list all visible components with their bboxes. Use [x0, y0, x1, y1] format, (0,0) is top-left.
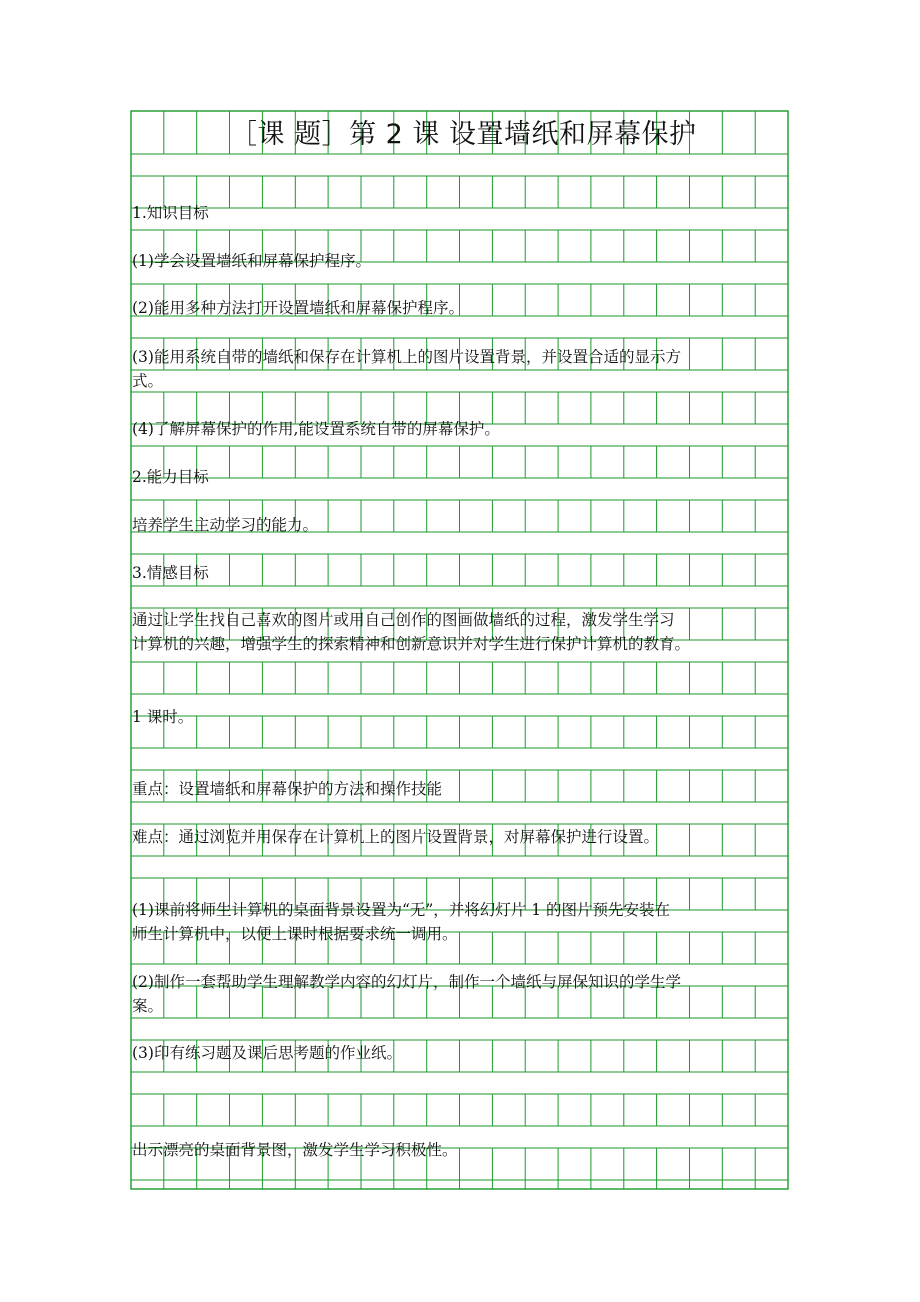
text-line: 1.知识目标 — [132, 204, 209, 222]
text-line: (3)能用系统自带的墙纸和保存在计算机上的图片设置背景，并设置合适的显示方 — [132, 348, 681, 366]
text-line: (4)了解屏幕保护的作用,能设置系统自带的屏幕保护。 — [132, 420, 500, 438]
text-line: 师生计算机中，以便上课时根据要求统一调用。 — [132, 925, 458, 943]
knowledge-objective-2 — [132, 298, 792, 318]
knowledge-objective-3 — [132, 345, 792, 393]
text-line: 2.能力目标 — [132, 468, 209, 486]
text-line: (3)印有练习题及课后思考题的作业纸。 — [132, 1044, 402, 1062]
knowledge-objectives-heading — [132, 203, 792, 223]
text-line: 计算机的兴趣，增强学生的探索精神和创新意识并对学生进行保护计算机的教育。 — [132, 635, 691, 653]
text-line: 难点：通过浏览并用保存在计算机上的图片设置背景，对屏幕保护进行设置。 — [132, 828, 660, 846]
ability-objective-1 — [132, 515, 792, 535]
difficulty-point — [132, 827, 792, 847]
emotion-objective-1 — [132, 608, 792, 656]
text-line: 出示漂亮的桌面背景图，激发学生学习积极性。 — [132, 1141, 458, 1159]
text-line: 3.情感目标 — [132, 564, 209, 582]
lesson-title: ［课 题］第 2 课 设置墙纸和屏幕保护 — [230, 119, 697, 150]
text-line: 案。 — [132, 997, 164, 1015]
key-point — [132, 779, 792, 799]
text-line: 培养学生主动学习的能力。 — [132, 516, 319, 534]
text-line: 1 课时。 — [132, 708, 194, 726]
lesson-introduction — [132, 1140, 792, 1160]
text-line: 重点：设置墙纸和屏幕保护的方法和操作技能 — [132, 780, 443, 798]
text-line: 通过让学生找自己喜欢的图片或用自己创作的图画做墙纸的过程，激发学生学习 — [132, 611, 675, 629]
text-line: (2)制作一套帮助学生理解教学内容的幻灯片，制作一个墙纸与屏保知识的学生学 — [132, 973, 681, 991]
preparation-1 — [132, 898, 792, 946]
preparation-2 — [132, 970, 792, 1018]
text-line: (2)能用多种方法打开设置墙纸和屏幕保护程序。 — [132, 299, 464, 317]
class-hours — [132, 707, 792, 727]
emotion-objectives-heading — [132, 563, 792, 583]
text-line: (1)学会设置墙纸和屏幕保护程序。 — [132, 252, 371, 270]
knowledge-objective-4 — [132, 419, 792, 439]
ability-objectives-heading — [132, 467, 792, 487]
text-line: 式。 — [132, 372, 164, 390]
knowledge-objective-1 — [132, 251, 792, 271]
text-line: (1)课前将师生计算机的桌面背景设置为“无”，并将幻灯片 1 的图片预先安装在 — [132, 901, 671, 919]
preparation-3 — [132, 1043, 792, 1063]
